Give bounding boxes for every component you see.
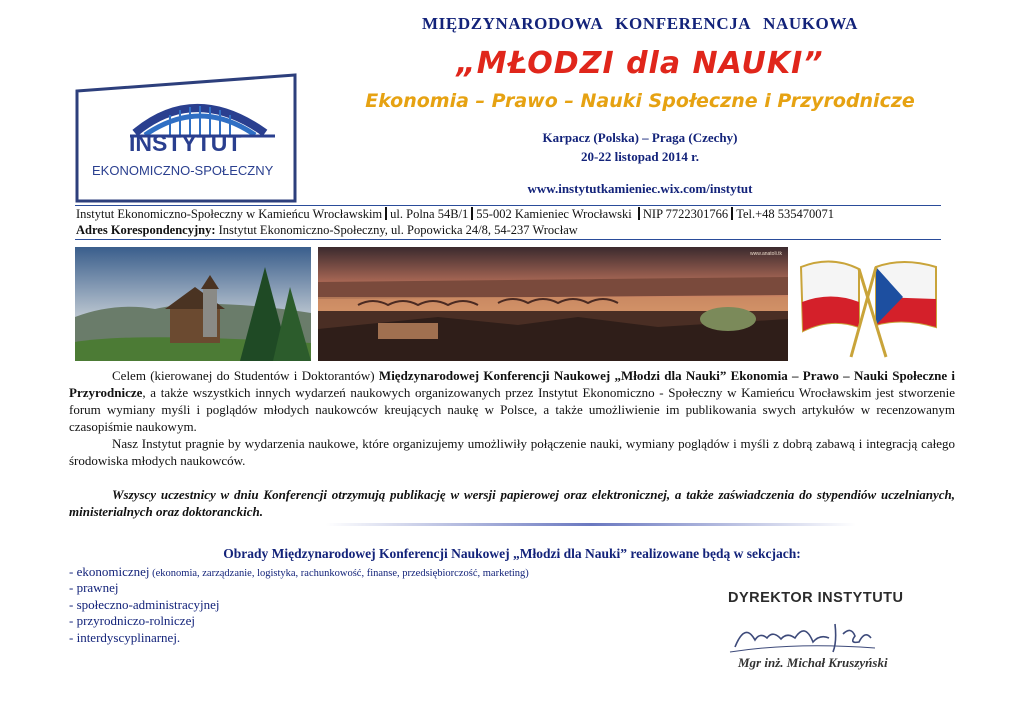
section-item: [69, 597, 220, 613]
section-detail: (ekonomia, zarządzanie, logistyka, rachunkowość, finanse, przedsiębiorczość, marketing): [149, 568, 529, 579]
section-name: - ekonomicznej: [69, 564, 150, 579]
divider-line: [326, 522, 856, 528]
address-tel: Tel.+48 535470071: [736, 207, 835, 221]
flags-photo: [791, 247, 944, 361]
intro-c: , a także wszystkich innych wydarzeń naukowych organizowanych przez Instytut Ekonomiczno - Społeczny w Kamieńcu Wrocławskim jest stworzenie forum wymiany myśli i poglądów młodych naukowców kreujących naukę w Polsce, a także umożliwienie im publikowania swych artykułów w recenzowanym czasopiśmie naukowym.: [69, 385, 955, 434]
address-nip: NIP 7722301766: [642, 207, 729, 221]
intro-a: Celem (kierowanej do Studentów i Doktorantów): [112, 368, 379, 383]
website-link[interactable]: www.instytutkamieniec.wix.com/instytut: [527, 181, 753, 196]
institute-paragraph: Nasz Instytut pragnie by wydarzenia naukowe, które organizujemy umożliwiły połączenie nauki, wymiany poglądów i myśli z dobrą zabawą i integracją całego środowiska młodych naukowców.: [69, 436, 955, 468]
director-name: Mgr inż. Michał Kruszyński: [738, 655, 888, 670]
conference-subtitle: Ekonomia – Prawo – Nauki Społeczne i Przyrodnicze: [365, 90, 915, 112]
institute-logo: [75, 73, 297, 203]
section-item: [69, 630, 180, 646]
correspondence-address: Instytut Ekonomiczno-Społeczny, ul. Popowicka 24/8, 54-237 Wrocław: [218, 223, 578, 237]
logo-line1: INSTYTUT: [129, 130, 242, 156]
director-title: DYREKTOR INSTYTUTU: [728, 590, 904, 606]
conference-place: Karpacz (Polska) – Praga (Czechy): [542, 130, 738, 145]
conference-name: „MŁODZI dla NAUKI”: [456, 46, 824, 81]
address-institute: Instytut Ekonomiczno-Społeczny w Kamieńcu Wrocławskim: [76, 207, 383, 221]
prague-photo: [318, 247, 788, 361]
address-street: ul. Polna 54B/1: [390, 207, 469, 221]
section-name: - społeczno-administracyjnej: [69, 597, 220, 612]
section-name: - interdyscyplinarnej.: [69, 630, 181, 645]
logo-line2: EKONOMICZNO-SPOŁECZNY: [92, 163, 274, 178]
church-photo: [75, 247, 311, 361]
intro-paragraph: [69, 367, 955, 435]
section-item: [69, 580, 118, 596]
participants-paragraph: Wszyscy uczestnicy w dniu Konferencji otrzymują publikację w wersji papierowej oraz elektronicznej, a także zaświadczenia do stypendiów uczelnianych, ministerialnych oraz doktoranckich.: [69, 487, 955, 519]
section-name: - prawnej: [69, 580, 119, 595]
conference-heading: MIĘDZYNARODOWA KONFERENCJA NAUKOWA: [422, 14, 858, 33]
intro-conference-name: Międzynarodowej Konferencji Naukowej „Młodzi dla Nauki” Ekonomia – Prawo – Nauki Społeczne i Przyrodnicze: [69, 368, 955, 400]
address-city: 55-002 Kamieniec Wrocławski: [476, 207, 632, 221]
section-name: - przyrodniczo-rolniczej: [69, 613, 195, 628]
conference-date: 20-22 listopad 2014 r.: [581, 149, 699, 164]
sections-title: Obrady Międzynarodowej Konferencji Naukowej „Młodzi dla Nauki” realizowane będą w sekcjach:: [223, 546, 801, 561]
handwritten-signature: [725, 612, 885, 657]
address-block: [75, 205, 941, 240]
section-item: [69, 613, 195, 629]
prague-photo-caption: www.anatoli.tk: [750, 251, 782, 257]
section-item: [69, 564, 529, 580]
correspondence-label: Adres Korespondencyjny:: [76, 223, 216, 237]
